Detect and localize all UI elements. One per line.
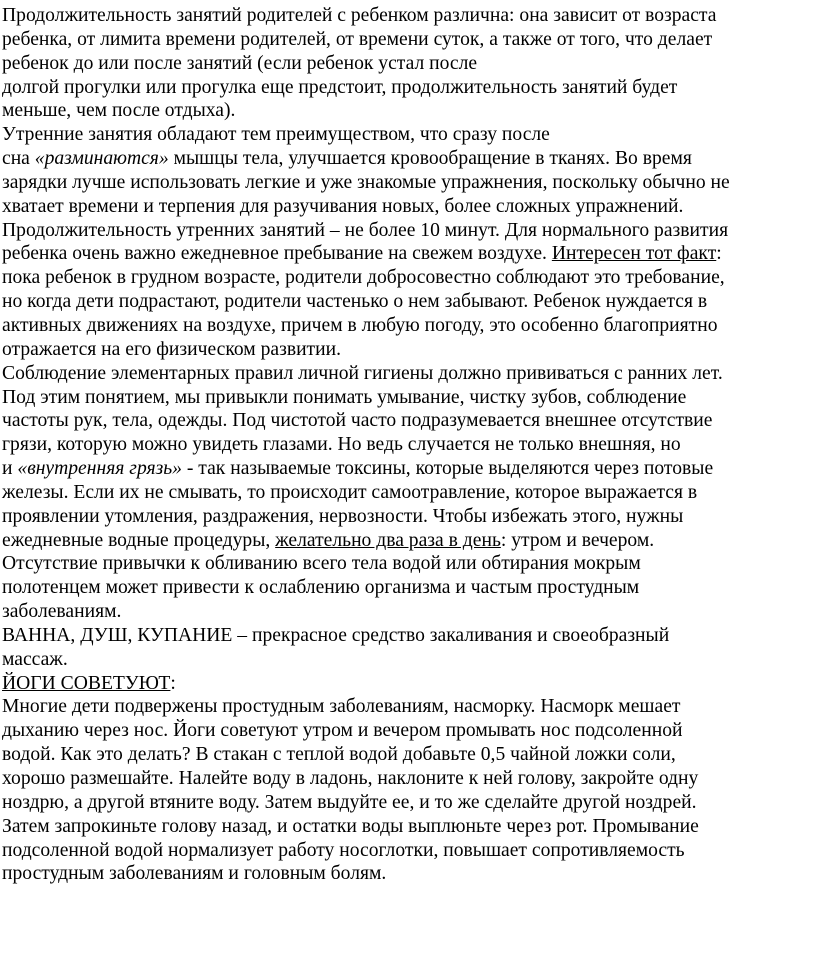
text-line [2, 743, 814, 767]
text-run: частоты рук, тела, одежды. Под чистотой часто подразумевается внешнее отсутствие [2, 410, 713, 432]
text-run: хорошо размешайте. Налейте воду в ладонь, наклоните к ней голову, закройте одну [2, 768, 699, 789]
text-run: пока ребенок в грудном возрасте, родители добросовестно соблюдают это требование, [2, 267, 725, 289]
text-line [2, 719, 814, 743]
text-run: подсоленной водой нормализует работу носоглотки, повышает сопротивляемость [2, 839, 685, 861]
text-line [2, 171, 814, 195]
text-run: - так называемые токсины, которые выделяются через потовые [181, 458, 714, 480]
text-line [2, 457, 814, 481]
text-run: простудным заболеваниям и головным болям. [2, 863, 387, 885]
text-line [2, 624, 814, 648]
text-run: массаж. [2, 648, 68, 670]
text-line [2, 767, 814, 791]
text-run: но когда дети подрастают, родители частенько о нем забывают. Ребенок нуждается в [2, 291, 708, 313]
text-line [2, 52, 814, 76]
text-run: сна [2, 148, 35, 170]
text-line [2, 338, 814, 362]
underlined-text: желательно два раза в день [275, 529, 501, 551]
text-line [2, 76, 814, 100]
text-line [2, 672, 814, 696]
text-run: ВАННА, ДУШ, КУПАНИЕ – прекрасное средство закаливания и своеобразный [2, 624, 670, 646]
text-run: Продолжительность утренних занятий – не более 10 минут. Для нормального развития [2, 219, 729, 241]
text-line [2, 242, 814, 266]
text-line [2, 529, 814, 553]
underlined-text: Интересен тот факт [551, 243, 717, 265]
text-line [2, 791, 814, 815]
text-run: ребенка очень важно ежедневное пребывание на свежем воздухе. [2, 243, 552, 265]
text-line [2, 219, 814, 243]
text-line [2, 28, 814, 52]
text-run: ноздрю, а другой втяните воду. Затем выдуйте ее, и то же сделайте другой ноздрей. [2, 791, 697, 813]
text-line [2, 576, 814, 600]
text-line [2, 266, 814, 290]
text-line [2, 123, 814, 147]
text-run: : [716, 243, 722, 265]
text-run: проявлении утомления, раздражения, нервозности. Чтобы избежать этого, нужны [2, 505, 684, 527]
text-line [2, 862, 814, 886]
text-line [2, 386, 814, 410]
text-run: меньше, чем после отдыха). [2, 100, 236, 122]
text-line [2, 695, 814, 719]
text-run: ребенок до или после занятий (если ребенок устал после [2, 52, 478, 74]
text-run: долгой прогулки или прогулка еще предстоит, продолжительность занятий будет [2, 76, 678, 98]
text-run: железы. Если их не смывать, то происходит самоотравление, которое выражается в [2, 481, 698, 503]
text-line [2, 505, 814, 529]
italic-text: «внутренняя грязь» [17, 458, 182, 480]
text-run: Под этим понятием, мы привыкли понимать умывание, чистку зубов, соблюдение [2, 386, 687, 408]
text-line [2, 409, 814, 433]
text-line [2, 195, 814, 219]
text-run: Утренние занятия обладают тем преимуществом, что сразу после [2, 124, 550, 146]
text-run: Отсутствие привычки к обливанию всего тела водой или обтирания мокрым [2, 553, 641, 575]
text-run: ребенка, от лимита времени родителей, от времени суток, а также от того, что делает [2, 28, 713, 50]
text-run: и [2, 458, 18, 480]
text-run: водой. Как это делать? В стакан с теплой водой добавьте 0,5 чайной ложки соли, [2, 744, 676, 766]
document-body [2, 4, 814, 886]
text-line [2, 362, 814, 386]
text-run: дыханию через нос. Йоги советуют утром и вечером промывать нос подсоленной [2, 720, 683, 742]
text-line [2, 648, 814, 672]
text-line [2, 433, 814, 457]
text-run: ежедневные водные процедуры, [2, 529, 276, 551]
text-line [2, 147, 814, 171]
text-line [2, 481, 814, 505]
text-run: : утром и вечером. [500, 529, 655, 551]
text-line [2, 552, 814, 576]
text-line [2, 290, 814, 314]
text-run: заболеваниям. [2, 601, 122, 623]
text-line [2, 4, 814, 28]
text-line [2, 815, 814, 839]
text-run: хватает времени и терпения для разучивания новых, более сложных упражнений. [2, 195, 684, 217]
text-run: полотенцем может привести к ослаблению организма и частым простудным [2, 577, 640, 599]
text-run: Продолжительность занятий родителей с ребенком различна: она зависит от возраста [2, 5, 717, 26]
text-line [2, 600, 814, 624]
text-run: Соблюдение элементарных правил личной гигиены должно прививаться с ранних лет. [2, 362, 723, 384]
text-run: мышцы тела, улучшается кровообращение в тканях. Во время [168, 148, 692, 170]
text-run: Многие дети подвержены простудным заболеваниям, насморку. Насморк мешает [2, 696, 681, 718]
text-run: зарядки лучше использовать легкие и уже знакомые упражнения, поскольку обычно не [2, 171, 730, 193]
text-run: Затем запрокиньте голову назад, и остатки воды выплюньте через рот. Промывание [2, 815, 699, 837]
text-line [2, 839, 814, 863]
text-run: грязи, которую можно увидеть глазами. Но ведь случается не только внешняя, но [2, 434, 681, 456]
underlined-text: ЙОГИ СОВЕТУЮТ [2, 672, 171, 694]
text-line [2, 314, 814, 338]
text-run: активных движениях на воздухе, причем в любую погоду, это особенно благоприятно [2, 314, 718, 336]
text-line [2, 99, 814, 123]
italic-text: «разминаются» [34, 148, 169, 170]
text-run: : [170, 672, 176, 694]
text-run: отражается на его физическом развитии. [2, 338, 341, 360]
